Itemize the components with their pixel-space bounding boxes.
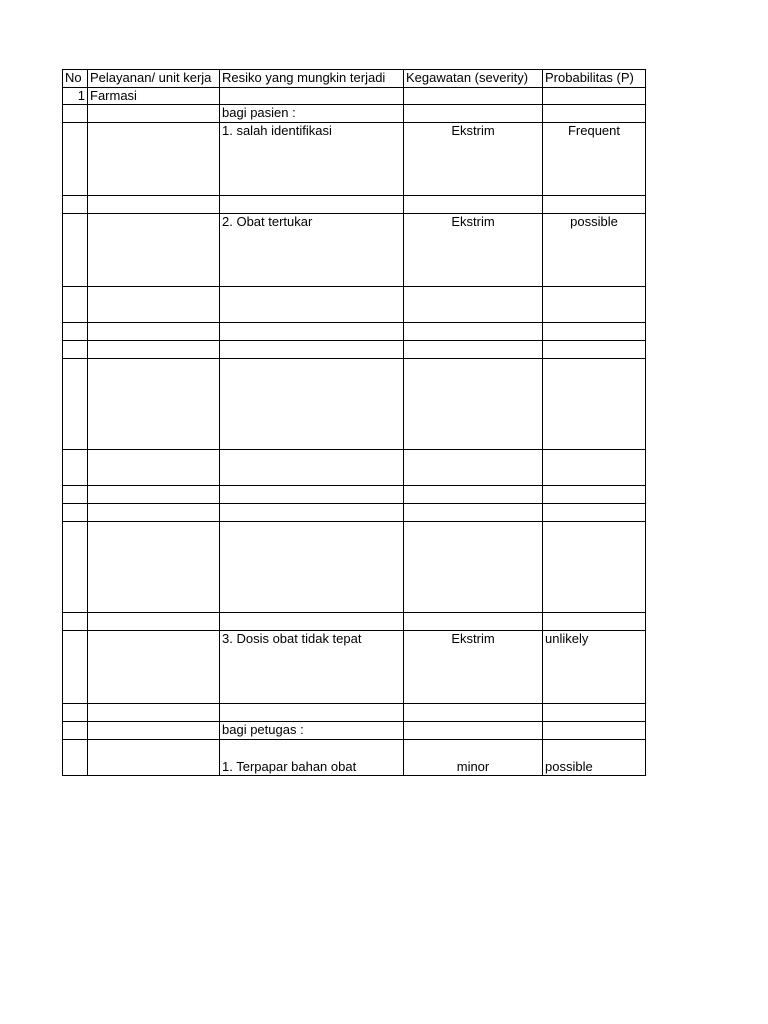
service-name: Farmasi <box>88 88 220 105</box>
table-row <box>63 522 646 613</box>
header-probability: Probabilitas (P) <box>543 70 646 88</box>
table-row <box>63 722 646 740</box>
section-label-staff: bagi petugas : <box>220 722 404 740</box>
section-label-patient: bagi pasien : <box>220 105 404 123</box>
severity-value: Ekstrim <box>404 631 543 704</box>
probability-value: unlikely <box>543 631 646 704</box>
table-row <box>63 105 646 123</box>
table-row <box>63 88 646 105</box>
row-number: 1 <box>63 88 88 105</box>
table-row <box>63 504 646 522</box>
risk-description: 1. salah identifikasi <box>220 123 404 196</box>
table-row <box>63 123 646 196</box>
header-no: No <box>63 70 88 88</box>
severity-value: minor <box>404 740 543 776</box>
table-row <box>63 287 646 323</box>
header-risk: Resiko yang mungkin terjadi <box>220 70 404 88</box>
table-row <box>63 359 646 450</box>
table-row <box>63 613 646 631</box>
severity-value: Ekstrim <box>404 214 543 287</box>
table-row <box>63 196 646 214</box>
table-row <box>63 214 646 287</box>
table-row <box>63 631 646 704</box>
table-row <box>63 450 646 486</box>
table-row <box>63 341 646 359</box>
table-row <box>63 486 646 504</box>
header-severity: Kegawatan (severity) <box>404 70 543 88</box>
probability-value: possible <box>543 214 646 287</box>
table-row <box>63 323 646 341</box>
probability-value: Frequent <box>543 123 646 196</box>
severity-value: Ekstrim <box>404 123 543 196</box>
table-row <box>63 740 646 776</box>
risk-description: 1. Terpapar bahan obat <box>220 740 404 776</box>
probability-value: possible <box>543 740 646 776</box>
header-service: Pelayanan/ unit kerja <box>88 70 220 88</box>
risk-description: 3. Dosis obat tidak tepat <box>220 631 404 704</box>
header-row <box>63 70 646 88</box>
risk-table <box>62 69 646 776</box>
risk-description: 2. Obat tertukar <box>220 214 404 287</box>
table-row <box>63 704 646 722</box>
